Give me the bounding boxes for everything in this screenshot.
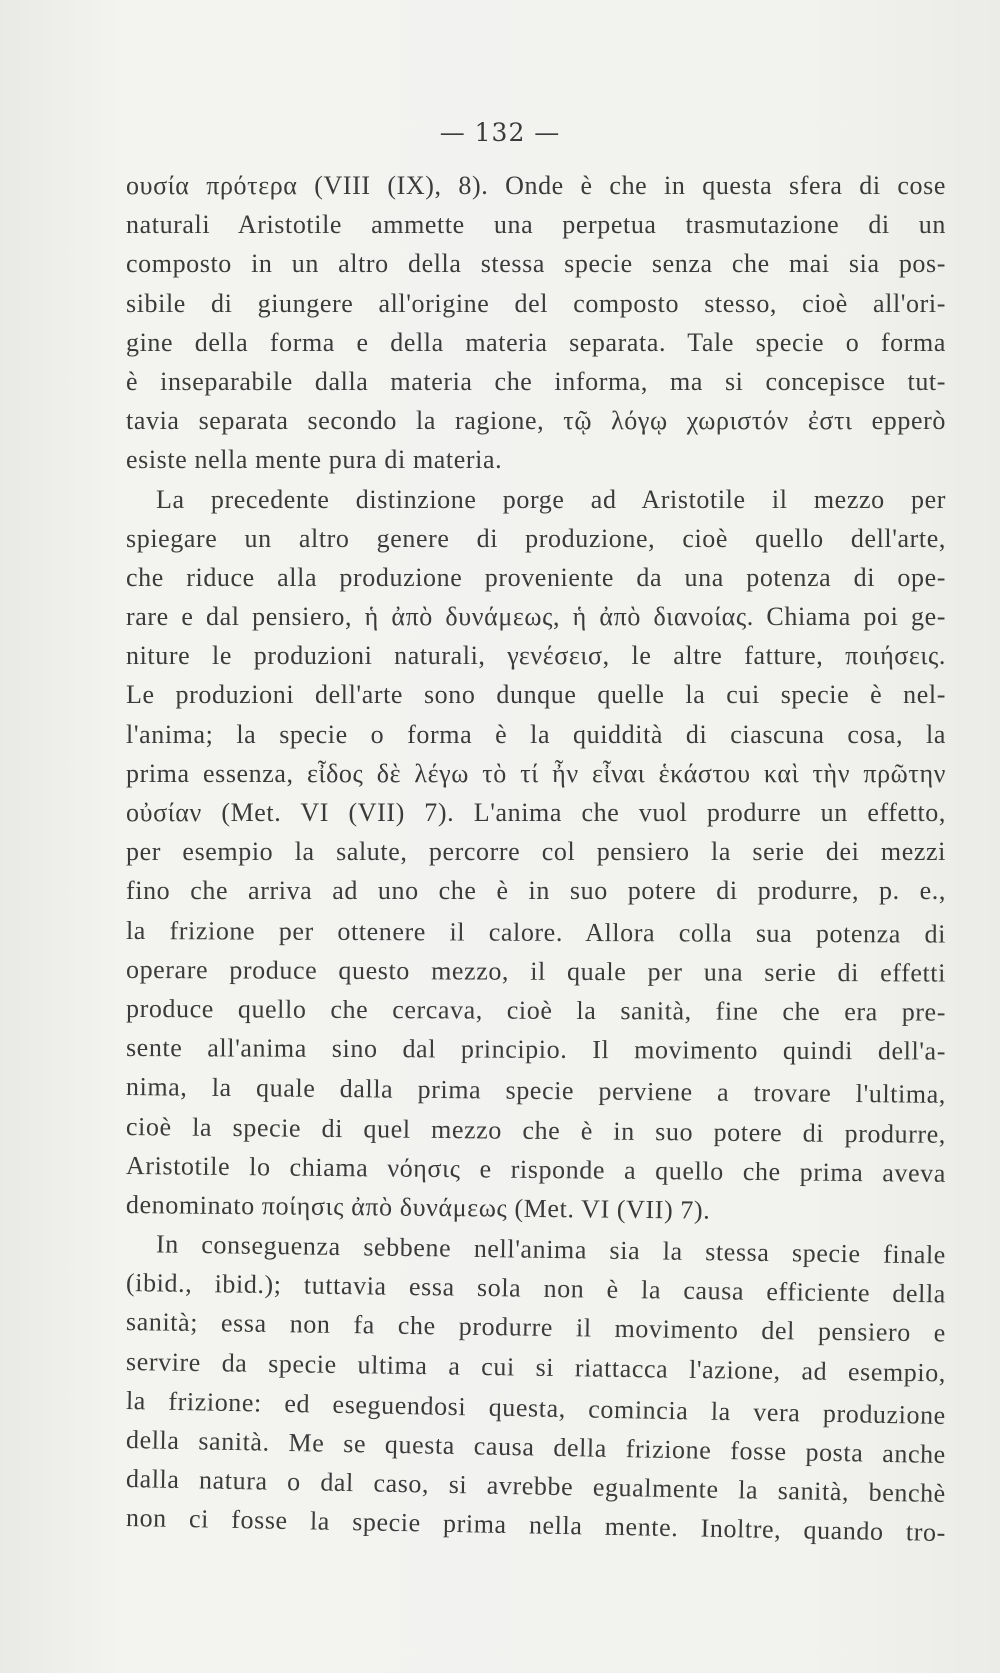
text-line: della sanità. Me se questa causa della frizione fosse posta anche bbox=[125, 1425, 947, 1470]
text-line: dalla natura o dal caso, si avrebbe egualmente la sanità, benchè bbox=[125, 1464, 947, 1509]
text-line: naturali Aristotile ammette una perpetua trasmutazione di un bbox=[126, 210, 946, 240]
text-line: tavia separata secondo la ragione, τῷ λόγῳ χωριστόν ἐστι epperò bbox=[126, 406, 946, 436]
text-line: sente all'anima sino dal principio. Il movimento quindi dell'a- bbox=[125, 1033, 947, 1066]
text-line: che riduce alla produzione proveniente da una potenza di ope- bbox=[126, 562, 946, 592]
text-line: nima, la quale dalla prima specie perviene a trovare l'ultima, bbox=[125, 1072, 947, 1110]
text-line: la frizione per ottenere il calore. Allora colla sua potenza di bbox=[125, 915, 947, 949]
text-line: per esempio la salute, percorre col pensiero la serie dei mezzi bbox=[126, 837, 946, 867]
text-line: gine della forma e della materia separata. Tale specie o forma bbox=[126, 327, 946, 357]
text-line: ουσία πρότερα (VIII (IX), 8). Onde è che in questa sfera di cose bbox=[126, 171, 946, 200]
text-line: niture le produzioni naturali, γενέσεισ, le altre fatture, ποιήσεις. bbox=[126, 641, 946, 671]
text-line: Le produzioni dell'arte sono dunque quelle la cui specie è nel- bbox=[126, 680, 946, 710]
text-line: prima essenza, εἶδος δὲ λέγω τὸ τί ἦν εἶναι ἑκάστου καὶ τὴν πρῶτην bbox=[126, 758, 946, 788]
text-line: servire da specie ultima a cui si riattacca l'azione, ad esempio, bbox=[125, 1346, 947, 1388]
text-line: denominato ποίησις ἀπὸ δυνάμεως (Met. VI (VII) 7). bbox=[125, 1189, 711, 1225]
text-line: rare e dal pensiero, ἡ ἀπὸ δυνάμεως, ἡ ἀπὸ διανοίας. Chiama poi ge- bbox=[126, 602, 946, 632]
text-line: composto in un altro della stessa specie senza che mai sia pos- bbox=[126, 249, 946, 279]
text-line: οὐσίαν (Met. VI (VII) 7). L'anima che vuol produrre un effetto, bbox=[126, 798, 946, 827]
text-line: non ci fosse la specie prima nella mente. Inoltre, quando tro- bbox=[125, 1503, 947, 1548]
text-line: sibile di giungere all'origine del composto stesso, cioè all'ori- bbox=[126, 288, 946, 318]
text-line: La precedente distinzione porge ad Aristotile il mezzo per bbox=[156, 484, 946, 514]
text-line: sanità; essa non fa che produrre il movimento del pensiero e bbox=[125, 1307, 947, 1348]
text-line: operare produce questo mezzo, il quale per una serie di effetti bbox=[125, 954, 947, 988]
text-line: è inseparabile dalla materia che informa, ma si concepisce tut- bbox=[126, 366, 946, 396]
text-line: la frizione: ed eseguendosi questa, comincia la vera produzione bbox=[125, 1385, 947, 1430]
page-number: — 132 — bbox=[439, 118, 561, 147]
text-line: (ibid., ibid.); tuttavia essa sola non è la causa efficiente della bbox=[125, 1268, 947, 1309]
text-line: produce quello che cercava, cioè la sanità, fine che era pre- bbox=[125, 993, 947, 1027]
text-line: cioè la specie di quel mezzo che è in suo potere di produrre, bbox=[125, 1111, 947, 1149]
text-line: In conseguenza sebbene nell'anima sia la stessa specie finale bbox=[155, 1229, 947, 1270]
text-line: Aristotile lo chiama νόησις e risponde a quello che prima aveva bbox=[125, 1150, 947, 1188]
text-line: l'anima; la specie o forma è la quiddità di ciascuna cosa, la bbox=[126, 719, 946, 749]
text-line: esiste nella mente pura di materia. bbox=[126, 445, 503, 475]
text-line: fino che arriva ad uno che è in suo potere di produrre, p. e., bbox=[126, 876, 946, 906]
body-text bbox=[125, 166, 947, 1548]
text-line: spiegare un altro genere di produzione, cioè quello dell'arte, bbox=[126, 523, 946, 553]
